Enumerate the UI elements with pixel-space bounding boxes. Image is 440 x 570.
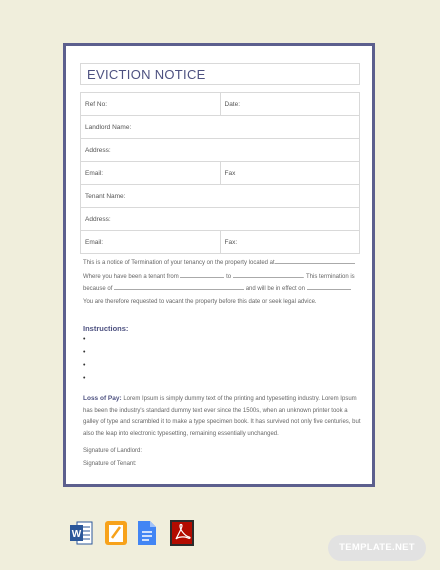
instructions-heading: Instructions: [83, 324, 129, 333]
property-address-blank[interactable] [275, 257, 355, 264]
table-row [81, 231, 360, 254]
document-page [63, 43, 375, 487]
ref-no-field[interactable]: Ref No: [81, 93, 221, 116]
google-docs-icon[interactable] [137, 520, 159, 546]
tenancy-start-blank[interactable] [180, 271, 224, 278]
table-row [81, 208, 360, 231]
date-field[interactable]: Date: [220, 93, 360, 116]
tenancy-end-blank[interactable] [233, 271, 303, 278]
pdf-icon[interactable] [170, 520, 192, 546]
notice-text: Where you have been a tenant from [83, 274, 179, 280]
notice-text: This is a notice of Termination of your tenancy on the property located at [83, 260, 275, 266]
table-row [81, 93, 360, 116]
loss-of-pay-paragraph [83, 393, 363, 440]
signature-landlord: Signature of Landlord: [83, 448, 143, 454]
notice-line-2 [83, 271, 355, 280]
title-box [80, 63, 360, 85]
tenant-email-field[interactable]: Email: [81, 231, 221, 254]
tenant-fax-field[interactable]: Fax: [220, 231, 360, 254]
landlord-email-field[interactable]: Email: [81, 162, 221, 185]
tenant-name-field[interactable]: Tenant Name: [81, 185, 360, 208]
template-net-logo: TEMPLATE.NET [328, 535, 426, 561]
table-row [81, 185, 360, 208]
landlord-fax-field[interactable]: Fax [220, 162, 360, 185]
table-row [81, 139, 360, 162]
landlord-address-field[interactable]: Address: [81, 139, 360, 162]
signature-tenant: Signature of Tenant: [83, 461, 137, 467]
termination-reason-blank[interactable] [114, 283, 244, 290]
landlord-name-field[interactable]: Landlord Name: [81, 116, 360, 139]
loss-of-pay-label: Loss of Pay: [83, 395, 122, 402]
pages-icon[interactable] [104, 520, 126, 546]
details-table [80, 92, 360, 254]
notice-text: to [226, 274, 232, 280]
instruction-bullet: • [83, 375, 86, 382]
svg-text:W: W [71, 529, 82, 540]
word-icon[interactable] [70, 520, 92, 546]
instruction-bullet: • [83, 362, 86, 369]
instruction-bullet: • [83, 349, 86, 356]
notice-line-3 [83, 283, 351, 292]
notice-line-4: You are therefore requested to vacant the property before this date or seek legal advice. [83, 299, 317, 305]
notice-line-1 [83, 257, 355, 266]
loss-of-pay-text: Lorem Ipsum is simply dummy text of the printing and typesetting industry. Lorem Ipsum has been the industry's standard dummy text ever since the 1500s, when an unknown printer took a galley of type and scrambled it to make a type specimen book. It has survived not only five centuries, but also the leap into electronic typesetting, remaining essentially unchanged. [83, 396, 361, 437]
notice-text: . This termination is [302, 274, 355, 280]
effective-date-blank[interactable] [307, 283, 351, 290]
notice-text: and will be in effect on [245, 286, 305, 292]
table-row [81, 116, 360, 139]
document-title: EVICTION NOTICE [87, 67, 206, 82]
table-row [81, 162, 360, 185]
notice-text: because of [83, 286, 113, 292]
tenant-address-field[interactable]: Address: [81, 208, 360, 231]
instruction-bullet: • [83, 336, 86, 343]
